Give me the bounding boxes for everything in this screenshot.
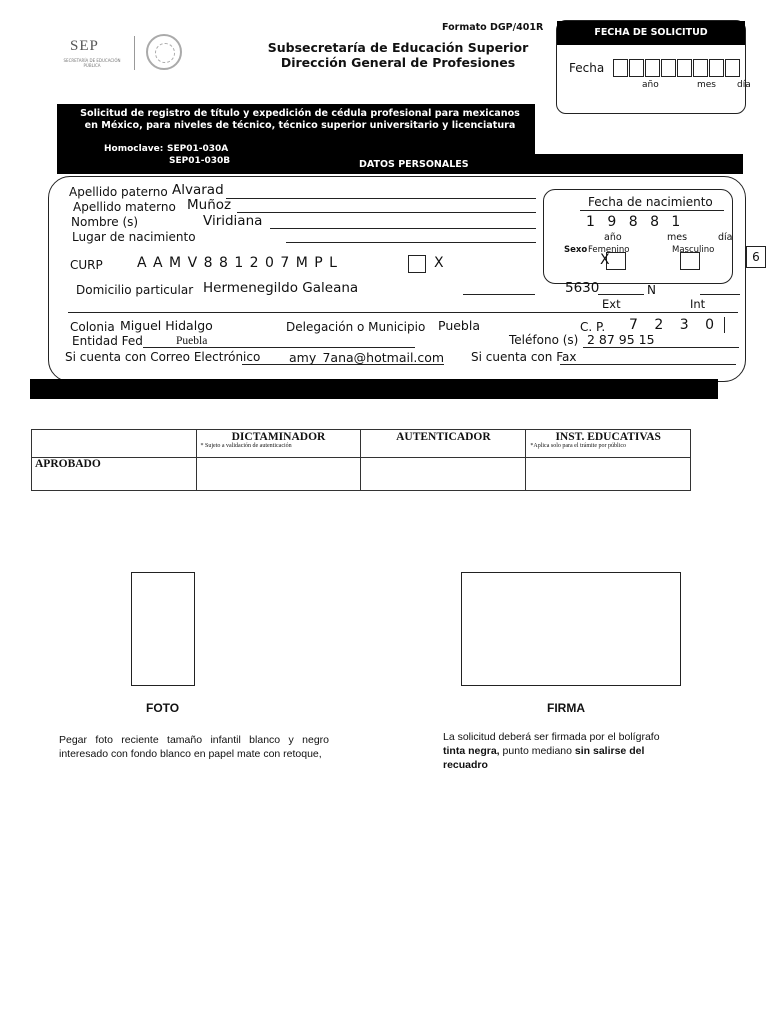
firma-instructions <box>443 730 663 772</box>
solicitud-line1: Solicitud de registro de título y expedición de cédula profesional para mexicanos <box>80 108 520 119</box>
fecha-solicitud-cell[interactable] <box>613 59 628 77</box>
delegacion-label: Delegación o Municipio <box>286 320 426 334</box>
autenticador-header <box>361 430 526 458</box>
fecha-solicitud-cell[interactable] <box>693 59 708 77</box>
nombre-field[interactable]: Viridiana <box>203 213 263 229</box>
fax-label: Si cuenta con Fax <box>471 350 577 364</box>
side-page-number: 6 <box>746 246 766 268</box>
fecha-solicitud-cell[interactable] <box>725 59 740 77</box>
curp-field[interactable]: A A M V 8 8 1 2 0 7 M P L <box>137 255 338 271</box>
header-line2: Dirección General de Profesiones <box>280 55 516 70</box>
dictaminador-header <box>196 430 361 458</box>
masculino-label: Masculino <box>672 245 715 255</box>
telefono-label: Teléfono (s) <box>509 333 579 347</box>
domicilio-field[interactable]: Hermenegildo Galeana <box>203 280 359 296</box>
masculino-check-box[interactable] <box>680 252 700 270</box>
colonia-label: Colonia <box>70 320 115 334</box>
lugar-nacimiento-label: Lugar de nacimiento <box>72 230 196 244</box>
firma-text-1: La solicitud deberá ser firmada por el bolígrafo <box>443 731 660 743</box>
inst-educativas-note: *Aplica solo para el trámite por público <box>530 443 626 449</box>
sep-logo-text: SEP <box>70 38 99 54</box>
femenino-label: Femenino <box>588 245 630 255</box>
firma-text-2: tinta negra, <box>443 745 500 757</box>
sep-logo-subtitle: SECRETARÍA DE EDUCACIÓN PÚBLICA <box>63 58 121 68</box>
firma-text-3: punto mediano <box>499 745 575 757</box>
fax-line[interactable] <box>560 364 736 365</box>
correo-line <box>242 364 444 365</box>
national-seal-icon <box>146 34 182 70</box>
autenticador-title: AUTENTICADOR <box>396 431 491 443</box>
domicilio-line <box>463 294 535 295</box>
apellido-paterno-line <box>226 198 536 199</box>
dictaminador-cell[interactable] <box>196 458 361 491</box>
formato-code: Formato DGP/401R <box>442 22 544 33</box>
delegacion-field[interactable]: Puebla <box>438 318 480 333</box>
nombre-label: Nombre (s) <box>71 215 139 229</box>
curp-mark: X <box>434 255 444 271</box>
apellido-paterno-field[interactable]: Alvarad <box>172 182 224 198</box>
domicilio-full-line <box>68 312 738 313</box>
codigo-postal-field[interactable]: 7 2 3 0 <box>610 317 725 333</box>
numero-exterior-field[interactable]: 5630 <box>565 280 600 296</box>
femenino-mark: X <box>600 252 610 268</box>
apellido-materno-field[interactable]: Muñoz <box>187 197 232 213</box>
inst-educativas-title: INST. EDUCATIVAS <box>555 431 661 443</box>
telefono-field[interactable]: 2 87 95 15 <box>587 332 655 347</box>
numero-interior-line[interactable] <box>700 294 740 295</box>
telefono-line <box>583 347 739 348</box>
autenticador-cell[interactable] <box>361 458 526 491</box>
entidad-line <box>143 347 415 348</box>
sep-logo <box>58 30 192 76</box>
firma-text-4: sin salirse del recuadro <box>443 745 645 771</box>
apellido-paterno-label: Apellido paterno <box>69 185 168 199</box>
section-title-datos-personales: DATOS PERSONALES <box>359 159 469 170</box>
numero-exterior-line <box>598 294 644 295</box>
aprobado-cell <box>32 458 197 491</box>
fecha-nacimiento-digits[interactable]: 1 9 8 8 1 <box>586 214 685 230</box>
fecha-nacimiento-title: Fecha de nacimiento <box>588 195 713 209</box>
fecha-solicitud-cell[interactable] <box>661 59 676 77</box>
foto-instructions: Pegar foto reciente tamaño infantil blanco y negro interesado con fondo blanco en papel mate con retoque, <box>59 734 329 760</box>
inst-educativas-header <box>526 430 691 458</box>
aprobado-label: APROBADO <box>35 458 101 470</box>
numero-label: N <box>647 283 656 297</box>
approval-table <box>31 429 691 491</box>
colonia-field[interactable]: Miguel Hidalgo <box>120 318 213 333</box>
logo-divider <box>134 36 135 70</box>
apellido-materno-line <box>237 212 536 213</box>
entidad-label: Entidad Fed <box>72 334 143 348</box>
homoclave-a: SEP01-030A <box>167 144 229 154</box>
homoclave-b: SEP01-030B <box>169 156 231 166</box>
fecha-mes-label: mes <box>697 80 716 90</box>
solicitud-line2: en México, para niveles de técnico, técnico superior universitario y licenciatura <box>84 120 516 131</box>
nacimiento-mes-label: mes <box>667 232 688 243</box>
correo-field[interactable]: amy_7ana@hotmail.com <box>289 350 445 365</box>
section-band-right <box>535 154 743 174</box>
inst-educativas-cell[interactable] <box>526 458 691 491</box>
fecha-solicitud-cell[interactable] <box>709 59 724 77</box>
foto-title: FOTO <box>146 701 180 715</box>
fecha-solicitud-title: FECHA DE SOLICITUD <box>557 21 745 45</box>
domicilio-label: Domicilio particular <box>76 283 194 297</box>
nacimiento-dia-label: día <box>718 232 733 243</box>
lugar-nacimiento-line[interactable] <box>286 242 536 243</box>
divider-band <box>30 379 718 399</box>
firma-title: FIRMA <box>547 701 585 715</box>
fecha-label: Fecha <box>569 61 605 75</box>
apellido-materno-label: Apellido materno <box>73 200 176 214</box>
photo-box[interactable] <box>131 572 195 686</box>
correo-label: Si cuenta con Correo Electrónico <box>65 350 261 364</box>
fecha-solicitud-box <box>556 20 751 114</box>
dictaminador-note: * Sujeto a validación de autenticación <box>200 443 292 449</box>
cp-label: C. P. <box>580 320 606 334</box>
dictaminador-title: DICTAMINADOR <box>231 431 326 443</box>
fecha-solicitud-cell[interactable] <box>645 59 660 77</box>
curp-check-box[interactable] <box>408 255 426 273</box>
signature-box[interactable] <box>461 572 681 686</box>
nombre-line <box>270 228 536 229</box>
fecha-solicitud-cell[interactable] <box>629 59 644 77</box>
int-label: Int <box>690 297 706 311</box>
sexo-label: Sexo <box>564 245 588 255</box>
curp-label: CURP <box>70 258 103 272</box>
fecha-nacimiento-rule <box>580 210 724 211</box>
fecha-solicitud-cell[interactable] <box>677 59 692 77</box>
fecha-dia-label: día <box>737 80 751 90</box>
entidad-field[interactable]: Puebla <box>176 335 208 347</box>
fecha-anio-label: año <box>642 80 659 90</box>
header-line1: Subsecretaría de Educación Superior <box>267 40 529 55</box>
approval-blank-header <box>32 430 197 458</box>
ext-label: Ext <box>602 297 621 311</box>
nacimiento-anio-label: año <box>604 232 622 243</box>
homoclave-label: Homoclave: <box>104 144 164 154</box>
